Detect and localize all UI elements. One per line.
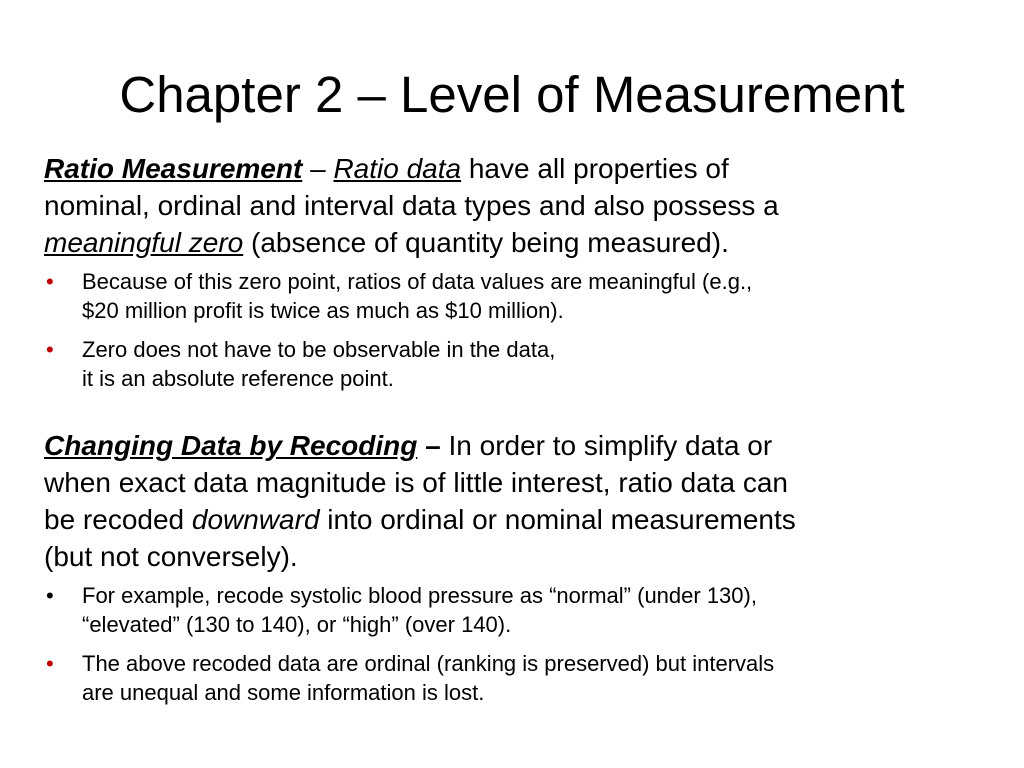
changing-data-term: Changing Data by Recoding [44,430,418,461]
bullet-icon: • [46,269,54,294]
ratio-text-b: nominal, ordinal and interval data types and also possess a [44,190,779,221]
bullet-line: The above recoded data are ordinal (ranking is preserved) but intervals [82,651,775,676]
bullet-line: Because of this zero point, ratios of data values are meaningful (e.g., [82,269,753,294]
recoding-text-d: into ordinal or nominal measurements [319,504,796,535]
bullet-icon: • [46,337,54,362]
downward-term: downward [191,504,320,535]
recoding-text-b: when exact data magnitude is of little interest, ratio data can [44,467,788,498]
ratio-measurement-dash: – [302,153,334,184]
list-item [44,335,994,393]
recoding-paragraph [44,427,994,575]
recoding-dash: – [417,430,449,461]
list-item [44,267,994,325]
bullet-icon: • [46,583,54,608]
recoding-text-a: In order to simplify data or [448,430,773,461]
recoding-text-e: (but not conversely). [44,541,298,572]
meaningful-zero-term: meaningful zero [44,227,244,258]
list-item [44,581,994,639]
ratio-bullet-list [44,267,994,393]
recoding-bullet-list [44,581,994,707]
bullet-line: For example, recode systolic blood pressure as “normal” (under 130), [82,583,757,608]
bullet-line: $20 million profit is twice as much as $10 million). [82,298,564,323]
ratio-measurement-term: Ratio Measurement [44,153,303,184]
recoding-text-c: be recoded [44,504,192,535]
ratio-text-c: (absence of quantity being measured). [243,227,729,258]
bullet-line: it is an absolute reference point. [82,366,394,391]
slide-title: Chapter 2 – Level of Measurement [119,66,905,123]
bullet-line: Zero does not have to be observable in the data, [82,337,556,362]
list-item [44,649,994,707]
bullet-icon: • [46,651,54,676]
slide-body [44,150,994,717]
ratio-text-a: have all properties of [461,153,729,184]
ratio-measurement-paragraph [44,150,994,261]
bullet-line: are unequal and some information is lost. [82,680,485,705]
bullet-line: “elevated” (130 to 140), or “high” (over 140). [82,612,512,637]
ratio-data-term: Ratio data [333,153,462,184]
